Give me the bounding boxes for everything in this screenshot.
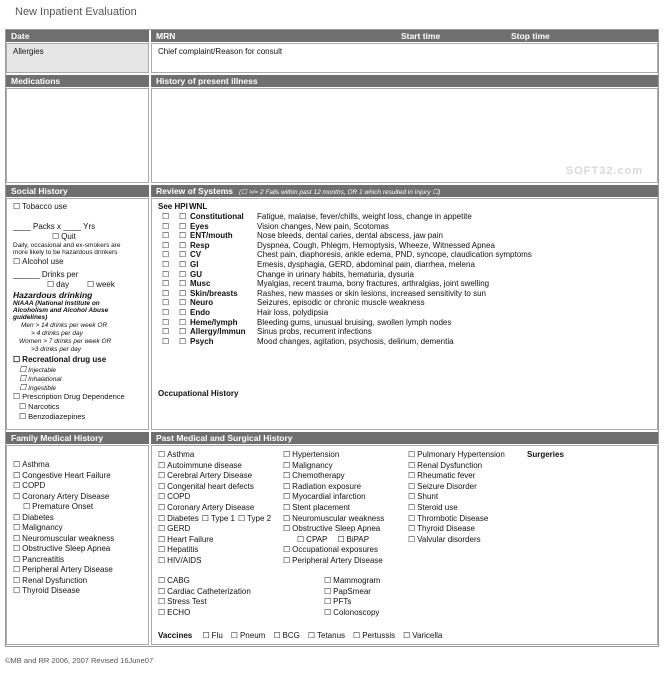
ros-system-name: GI: [190, 260, 199, 269]
ros-system-desc: Emesis, dysphagia, GERD, abdominal pain, diarrhea, melena: [257, 260, 475, 269]
see-hpi-checkbox[interactable]: [162, 337, 171, 346]
chief-complaint-field[interactable]: [151, 43, 658, 73]
ros-system-desc: Dyspnea, Cough, Phlegm, Hemoptysis, Wheeze, Witnessed Apnea: [257, 240, 495, 250]
pmh-column-2: [283, 450, 384, 567]
history-checkbox[interactable]: ☐ Steroid use: [408, 503, 505, 514]
inhalational-checkbox[interactable]: ☐ Inhalational: [19, 374, 61, 383]
history-checkbox[interactable]: ☐ Malignancy: [283, 461, 384, 472]
see-hpi-checkbox[interactable]: [162, 222, 171, 231]
injectable-checkbox[interactable]: ☐ Injectable: [19, 365, 56, 374]
ros-header: [151, 185, 658, 197]
history-checkbox[interactable]: ☐ Congenital heart defects: [158, 482, 271, 493]
wnl-checkbox[interactable]: [179, 318, 188, 327]
ros-system-desc: Rashes, new masses or skin lesions, increased sensitivity to sun: [257, 288, 486, 298]
ros-system-name: Musc: [190, 279, 211, 289]
wnl-checkbox[interactable]: [179, 337, 188, 346]
allergies-label: Allergies: [13, 47, 44, 56]
family-history-item[interactable]: ☐ Asthma: [13, 460, 114, 471]
allergies-field[interactable]: [6, 43, 149, 73]
occupational-history-label: Occupational History: [158, 389, 239, 398]
wnl-checkbox[interactable]: [179, 260, 188, 269]
history-checkbox[interactable]: ☐ Neuromuscular weakness: [283, 514, 384, 525]
social-history-header: Social History: [6, 185, 149, 197]
ros-system-desc: Bleeding gums, unusual bruising, swollen lymph nodes: [257, 317, 452, 327]
niaaa-line-1: NIAAA (National Institute on: [13, 300, 100, 307]
history-checkbox[interactable]: ☐ PapSmear: [324, 587, 380, 598]
history-checkbox[interactable]: ☐ Asthma: [158, 450, 271, 461]
family-history-item[interactable]: ☐ Congestive Heart Failure: [13, 471, 114, 482]
medications-field[interactable]: [6, 88, 149, 183]
week-checkbox[interactable]: ☐ week: [87, 280, 115, 289]
family-history-item[interactable]: ☐ Peripheral Artery Disease: [13, 565, 114, 576]
ros-system-name: GU: [190, 269, 202, 279]
ros-system-name: Endo: [190, 308, 210, 317]
history-checkbox[interactable]: ☐ Hypertension: [283, 450, 384, 461]
packs-years[interactable]: ____ Packs x ____ Yrs: [13, 222, 96, 231]
vaccines-row: [158, 631, 442, 640]
see-hpi-checkbox[interactable]: [162, 212, 171, 221]
wnl-checkbox[interactable]: [179, 279, 188, 288]
see-hpi-checkbox[interactable]: [162, 279, 171, 288]
see-hpi-checkbox[interactable]: [162, 250, 171, 259]
type2-checkbox[interactable]: ☐ Type 2: [238, 514, 271, 523]
see-hpi-checkbox[interactable]: [162, 241, 171, 250]
procedures-column-1: [158, 576, 251, 618]
family-history-section: [6, 445, 149, 645]
ros-system-desc: Hair loss, polydipsia: [257, 308, 329, 317]
family-history-item[interactable]: ☐ Malignancy: [13, 523, 114, 534]
see-hpi-checkbox[interactable]: [162, 298, 171, 307]
procedures-column-2: [324, 576, 380, 618]
see-hpi-checkbox[interactable]: [162, 318, 171, 327]
history-checkbox[interactable]: ☐ GERD: [158, 524, 271, 535]
ingestible-checkbox[interactable]: ☐ Ingestible: [19, 383, 56, 392]
ros-rows: [152, 212, 652, 362]
recreational-checkbox[interactable]: ☐ Recreational drug use: [13, 355, 106, 364]
women-line-2: >3 drinks per day: [31, 346, 82, 353]
history-checkbox[interactable]: ☐ Thyroid Disease: [408, 524, 505, 535]
history-checkbox[interactable]: ☐ Mammogram: [324, 576, 380, 587]
history-checkbox[interactable]: ☐ Rheumatic fever: [408, 471, 505, 482]
pmsh-section: [151, 445, 658, 645]
history-checkbox[interactable]: ☐ Coronary Artery Disease: [158, 503, 271, 514]
ros-system-name: Resp: [190, 240, 210, 250]
family-history-item[interactable]: ☐ Pancreatitis: [13, 555, 114, 566]
history-checkbox[interactable]: ☐ Stress Test: [158, 597, 251, 608]
ros-system-desc: Change in urinary habits, hematuria, dysuria: [257, 269, 414, 279]
wnl-checkbox[interactable]: [179, 289, 188, 298]
start-time-label: Start time: [401, 31, 441, 41]
ros-system-name: Allergy/Immun: [190, 327, 246, 337]
ros-system-name: Heme/lymph: [190, 317, 238, 327]
family-history-item[interactable]: ☐ Diabetes: [13, 513, 114, 524]
ros-subtitle: (☐ >/= 2 Falls within past 12 months, OR 1 which resulted in Injury ☐): [239, 189, 441, 196]
ros-system-name: Eyes: [190, 221, 209, 231]
ros-system-name: ENT/mouth: [190, 231, 233, 241]
history-checkbox[interactable]: ☐ Occupational exposures: [283, 545, 384, 556]
wnl-checkbox[interactable]: [179, 212, 188, 221]
vaccine-checkbox[interactable]: ☐ Pneum: [231, 631, 266, 640]
cpap-checkbox[interactable]: ☐ CPAP: [297, 535, 327, 544]
family-history-item[interactable]: ☐ Obstructive Sleep Apnea: [13, 544, 114, 555]
date-header: Date: [6, 30, 149, 42]
niaaa-line-3: guidelines): [13, 314, 48, 321]
day-checkbox[interactable]: ☐ day: [47, 280, 69, 289]
family-history-item[interactable]: ☐ COPD: [13, 481, 114, 492]
niaaa-line-2: Alcoholism and Alcohol Abuse: [13, 307, 109, 314]
ros-system-desc: Myalgias, recent trauma, bony fractures, arthralgias, joint swelling: [257, 279, 490, 289]
stop-time-label: Stop time: [511, 31, 550, 41]
bipap-checkbox[interactable]: ☐ BiPAP: [337, 535, 369, 544]
ros-system-name: Constitutional: [190, 212, 244, 221]
history-checkbox[interactable]: ☐ Obstructive Sleep Apnea: [283, 524, 384, 535]
prescription-checkbox[interactable]: ☐ Prescription Drug Dependence: [13, 392, 125, 401]
history-checkbox[interactable]: ☐ Renal Dysfunction: [408, 461, 505, 472]
wnl-checkbox[interactable]: [179, 231, 188, 240]
see-hpi-checkbox[interactable]: [162, 270, 171, 279]
benzo-checkbox[interactable]: ☐ Benzodiazepines: [19, 412, 85, 421]
history-checkbox[interactable]: ☐ ECHO: [158, 608, 251, 619]
ros-system-desc: Seizures, episodic or chronic muscle weakness: [257, 298, 425, 308]
page-title: New Inpatient Evaluation: [15, 6, 137, 18]
ros-system-name: CV: [190, 250, 202, 260]
see-hpi-checkbox[interactable]: [162, 231, 171, 240]
history-checkbox[interactable]: ☐ Thrombotic Disease: [408, 514, 505, 525]
family-history-item[interactable]: ☐ Neuromuscular weakness: [13, 534, 114, 545]
history-checkbox[interactable]: ☐ Peripheral Artery Disease: [283, 556, 384, 567]
ros-system-name: Neuro: [190, 298, 214, 308]
vaccine-checkbox[interactable]: ☐ Varicella: [403, 631, 442, 640]
history-checkbox[interactable]: ☐ PFTs: [324, 597, 380, 608]
vaccine-checkbox[interactable]: ☐ BCG: [273, 631, 300, 640]
ros-system-desc: Mood changes, agitation, psychosis, delirium, dementia: [257, 336, 454, 346]
vaccine-checkbox[interactable]: ☐ Tetanus: [308, 631, 345, 640]
narcotics-checkbox[interactable]: ☐ Narcotics: [19, 402, 59, 411]
ros-system-desc: Nose bleeds, dental caries, dental abscess, jaw pain: [257, 231, 443, 241]
mrn-header: [151, 30, 658, 42]
see-hpi-label: See HPI: [158, 202, 188, 211]
see-hpi-checkbox[interactable]: [162, 308, 171, 317]
history-checkbox[interactable]: ☐ Chemotherapy: [283, 471, 384, 482]
history-checkbox[interactable]: ☐ Shunt: [408, 492, 505, 503]
wnl-checkbox[interactable]: [179, 308, 188, 317]
men-line-1: Men > 14 drinks per week OR: [21, 322, 108, 329]
see-hpi-checkbox[interactable]: [162, 260, 171, 269]
wnl-checkbox[interactable]: [179, 298, 188, 307]
smoker-note-1: Daily, occasional and ex-smokers are: [13, 242, 121, 249]
history-checkbox[interactable]: ☐ Seizure Disorder: [408, 482, 505, 493]
drinks-per[interactable]: ______ Drinks per: [13, 270, 79, 279]
history-checkbox[interactable]: ☐ Myocardial infarction: [283, 492, 384, 503]
history-checkbox[interactable]: ☐ Radiation exposure: [283, 482, 384, 493]
medications-header: Medications: [6, 75, 149, 87]
smoker-note-2: more likely to be hazardous drinkers: [13, 249, 118, 256]
family-history-list: [13, 460, 114, 597]
wnl-checkbox[interactable]: [179, 250, 188, 259]
history-checkbox[interactable]: ☐ HIV/AIDS: [158, 556, 271, 567]
ros-section: [151, 198, 658, 430]
chief-complaint-label: Chief complaint/Reason for consult: [158, 47, 283, 56]
history-checkbox[interactable]: ☐ Pulmonary Hypertension: [408, 450, 505, 461]
history-checkbox[interactable]: ☐ COPD: [158, 492, 271, 503]
ros-system-desc: Sinus probs, recurrent infections: [257, 327, 372, 337]
tobacco-checkbox[interactable]: ☐ Tobacco use: [13, 202, 67, 211]
pmsh-header: Past Medical and Surgical History: [151, 432, 658, 444]
women-line-1: Women > 7 drinks per week OR: [19, 338, 112, 345]
wnl-checkbox[interactable]: [179, 222, 188, 231]
evaluation-form: [5, 29, 659, 647]
wnl-checkbox[interactable]: [179, 327, 188, 336]
vaccine-checkbox[interactable]: ☐ Pertussis: [353, 631, 395, 640]
surgeries-label: Surgeries: [527, 450, 564, 459]
hazardous-drinking: Hazardous drinking: [13, 290, 93, 300]
wnl-checkbox[interactable]: [179, 241, 188, 250]
see-hpi-checkbox[interactable]: [162, 327, 171, 336]
family-history-item[interactable]: ☐ Premature Onset: [13, 502, 114, 513]
ros-title: Review of Systems: [156, 186, 234, 196]
history-checkbox[interactable]: ☐ Cardiac Catheterization: [158, 587, 251, 598]
ros-system-desc: Fatigue, malaise, fever/chills, weight loss, change in appetite: [257, 212, 472, 221]
alcohol-checkbox[interactable]: ☐ Alcohol use: [13, 257, 64, 266]
history-checkbox[interactable]: ☐ Hepatitis: [158, 545, 271, 556]
watermark: SOFT32.com: [565, 165, 643, 177]
hpi-header: History of present illness: [151, 75, 658, 87]
history-checkbox[interactable]: ☐ Autoimmune disease: [158, 461, 271, 472]
history-checkbox[interactable]: ☐ CABG: [158, 576, 251, 587]
social-history-section: [6, 198, 149, 430]
wnl-checkbox[interactable]: [179, 270, 188, 279]
family-history-item[interactable]: ☐ Coronary Artery Disease: [13, 492, 114, 503]
history-checkbox[interactable]: ☐ Cerebral Artery Disease: [158, 471, 271, 482]
men-line-2: > 4 drinks per day: [31, 330, 83, 337]
family-history-item[interactable]: ☐ Thyroid Disease: [13, 586, 114, 597]
ros-system-desc: Vision changes, New pain, Scotomas: [257, 221, 389, 231]
ros-system-name: Psych: [190, 336, 214, 346]
pmh-column-3: [408, 450, 505, 545]
vaccine-list: [194, 631, 442, 640]
ros-system-desc: Chest pain, diaphoresis, ankle edema, PND, syncope, claudication symptoms: [257, 250, 532, 260]
quit-checkbox[interactable]: ☐ Quit: [52, 232, 76, 241]
see-hpi-checkbox[interactable]: [162, 289, 171, 298]
ros-system-name: Skin/breasts: [190, 288, 238, 298]
mrn-label: MRN: [156, 31, 176, 41]
history-checkbox[interactable]: ☐ Valvular disorders: [408, 535, 505, 546]
family-history-header: Family Medical History: [6, 432, 149, 444]
type1-checkbox[interactable]: ☐ Type 1: [202, 514, 235, 523]
family-history-item[interactable]: ☐ Renal Dysfunction: [13, 576, 114, 587]
pmh-column-1: [158, 450, 271, 567]
history-checkbox[interactable]: ☐ Diabetes☐ Type 1☐ Type 2: [158, 514, 271, 525]
wnl-label: WNL: [189, 202, 208, 211]
cpap-bipap-row: [283, 535, 384, 546]
history-checkbox[interactable]: ☐ Stent placement: [283, 503, 384, 514]
vaccine-checkbox[interactable]: ☐ Flu: [202, 631, 222, 640]
history-checkbox[interactable]: ☐ Colonoscopy: [324, 608, 380, 619]
vaccines-label: Vaccines: [158, 631, 193, 640]
footer: ©MB and RR 2006, 2007 Revised 16June07: [5, 656, 154, 665]
history-checkbox[interactable]: ☐ Heart Failure: [158, 535, 271, 546]
